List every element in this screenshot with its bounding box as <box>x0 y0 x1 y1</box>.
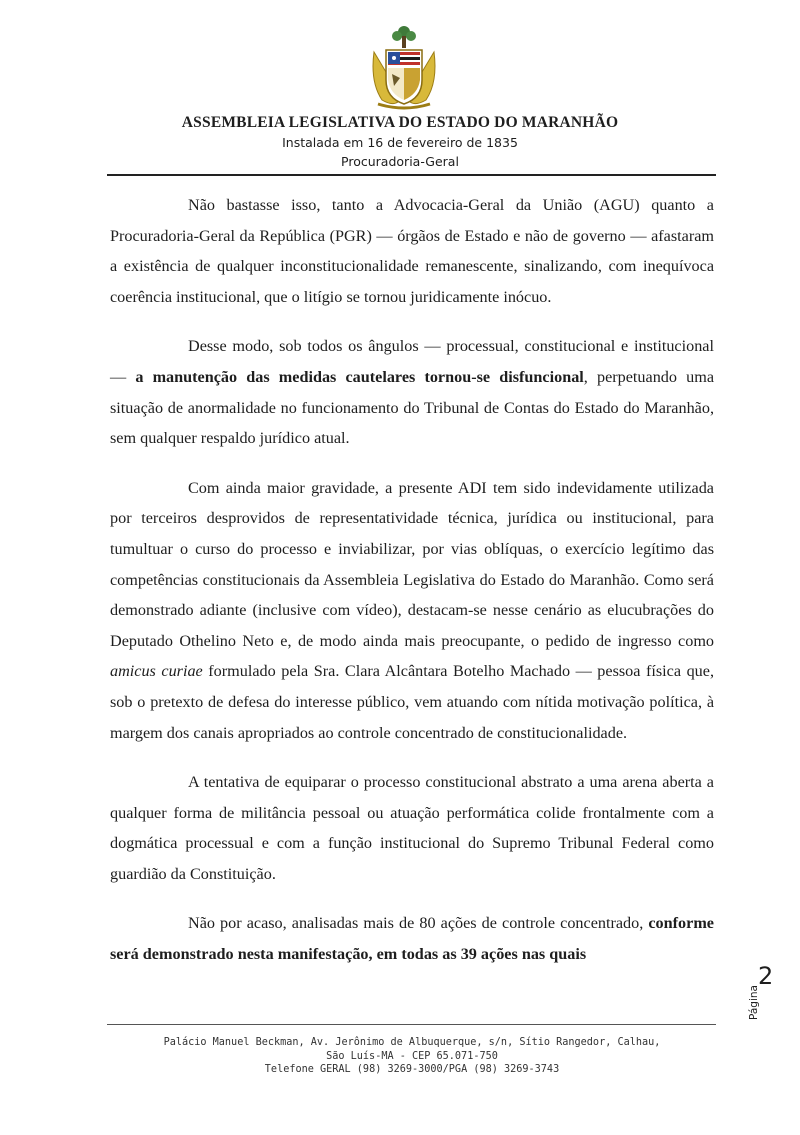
paragraph-2-emphasis: a manutenção das medidas cautelares tornou-se disfuncional <box>135 367 584 386</box>
document-body <box>110 190 714 989</box>
coat-of-arms-icon <box>368 22 440 110</box>
paragraph-1-text: Não bastasse isso, tanto a Advocacia-Geral da União (AGU) quanto a Procuradoria-Geral da República (PGR) — órgãos de Estado e não de governo — afastaram a existência de qualquer inconstitucionalidade remanescente, sinalizando, com inequívoca coerência institucional, que o litígio se tornou juridicamente inócuo. <box>110 196 714 306</box>
page-number: 2 <box>758 962 774 990</box>
paragraph-2-text-a: Desse modo, sob todos os ângulos — processual, constitucional e institucional — <box>110 337 714 386</box>
department-name: Procuradoria-Geral <box>341 154 459 169</box>
paragraph-4 <box>110 767 714 889</box>
footer-address <box>100 1036 724 1077</box>
paragraph-1 <box>110 190 714 312</box>
paragraph-3-latin-term: amicus curiae <box>110 662 203 681</box>
institution-title: ASSEMBLEIA LEGISLATIVA DO ESTADO DO MARANHÃO <box>181 114 619 131</box>
paragraph-5 <box>110 908 714 969</box>
paragraph-3 <box>110 473 714 748</box>
paragraph-2-text-b: , perpetuando uma situação de anormalidade no funcionamento do Tribunal de Contas do Estado do Maranhão, sem qualquer respaldo jurídico atual. <box>110 367 714 448</box>
paragraph-5-text-a: Não por acaso, analisadas mais de 80 ações de controle concentrado, <box>188 914 649 933</box>
paragraph-3-text-a: Com ainda maior gravidade, a presente ADI tem sido indevidamente utilizada por terceiros desprovidos de representatividade técnica, jurídica ou institucional, para tumultuar o curso do processo e inviabilizar, por vias oblíquas, o exercício legítimo das competências constitucionais da Assembleia Legislativa do Estado do Maranhão. Como será demonstrado adiante (inclusive com vídeo), destacam-se nesse cenário as elucubrações do Deputado Othelino Neto e, de modo ainda mais preocupante, o pedido de ingresso como <box>110 478 714 650</box>
installation-date: Instalada em 16 de fevereiro de 1835 <box>282 135 518 150</box>
footer-line-2: São Luís-MA - CEP 65.071-750 <box>326 1050 498 1062</box>
paragraph-3-text-b: formulado pela Sra. Clara Alcântara Botelho Machado — pessoa física que, sob o pretexto de defesa do interesse público, vem atuando com nítida motivação política, à margem dos canais apropriados ao controle concentrado de constitucionalidade. <box>110 662 714 742</box>
header-divider <box>107 174 716 176</box>
paragraph-4-text: A tentativa de equiparar o processo constitucional abstrato a uma arena aberta a qualquer forma de militância pessoal ou atuação performática colide frontalmente com a dogmática processual e com a função institucional do Supremo Tribunal Federal como guardião da Constituição. <box>110 773 714 883</box>
page-label: Página <box>748 985 760 1020</box>
footer-divider <box>107 1024 716 1025</box>
paragraph-5-emphasis: conforme será demonstrado nesta manifestação, em todas as 39 ações nas quais <box>110 914 714 964</box>
footer-line-3: Telefone GERAL (98) 3269-3000/PGA (98) 3269-3743 <box>264 1064 560 1075</box>
footer-line-1: Palácio Manuel Beckman, Av. Jerônimo de Albuquerque, s/n, Sítio Rangedor, Calhau, <box>163 1037 661 1048</box>
paragraph-2 <box>110 331 714 453</box>
